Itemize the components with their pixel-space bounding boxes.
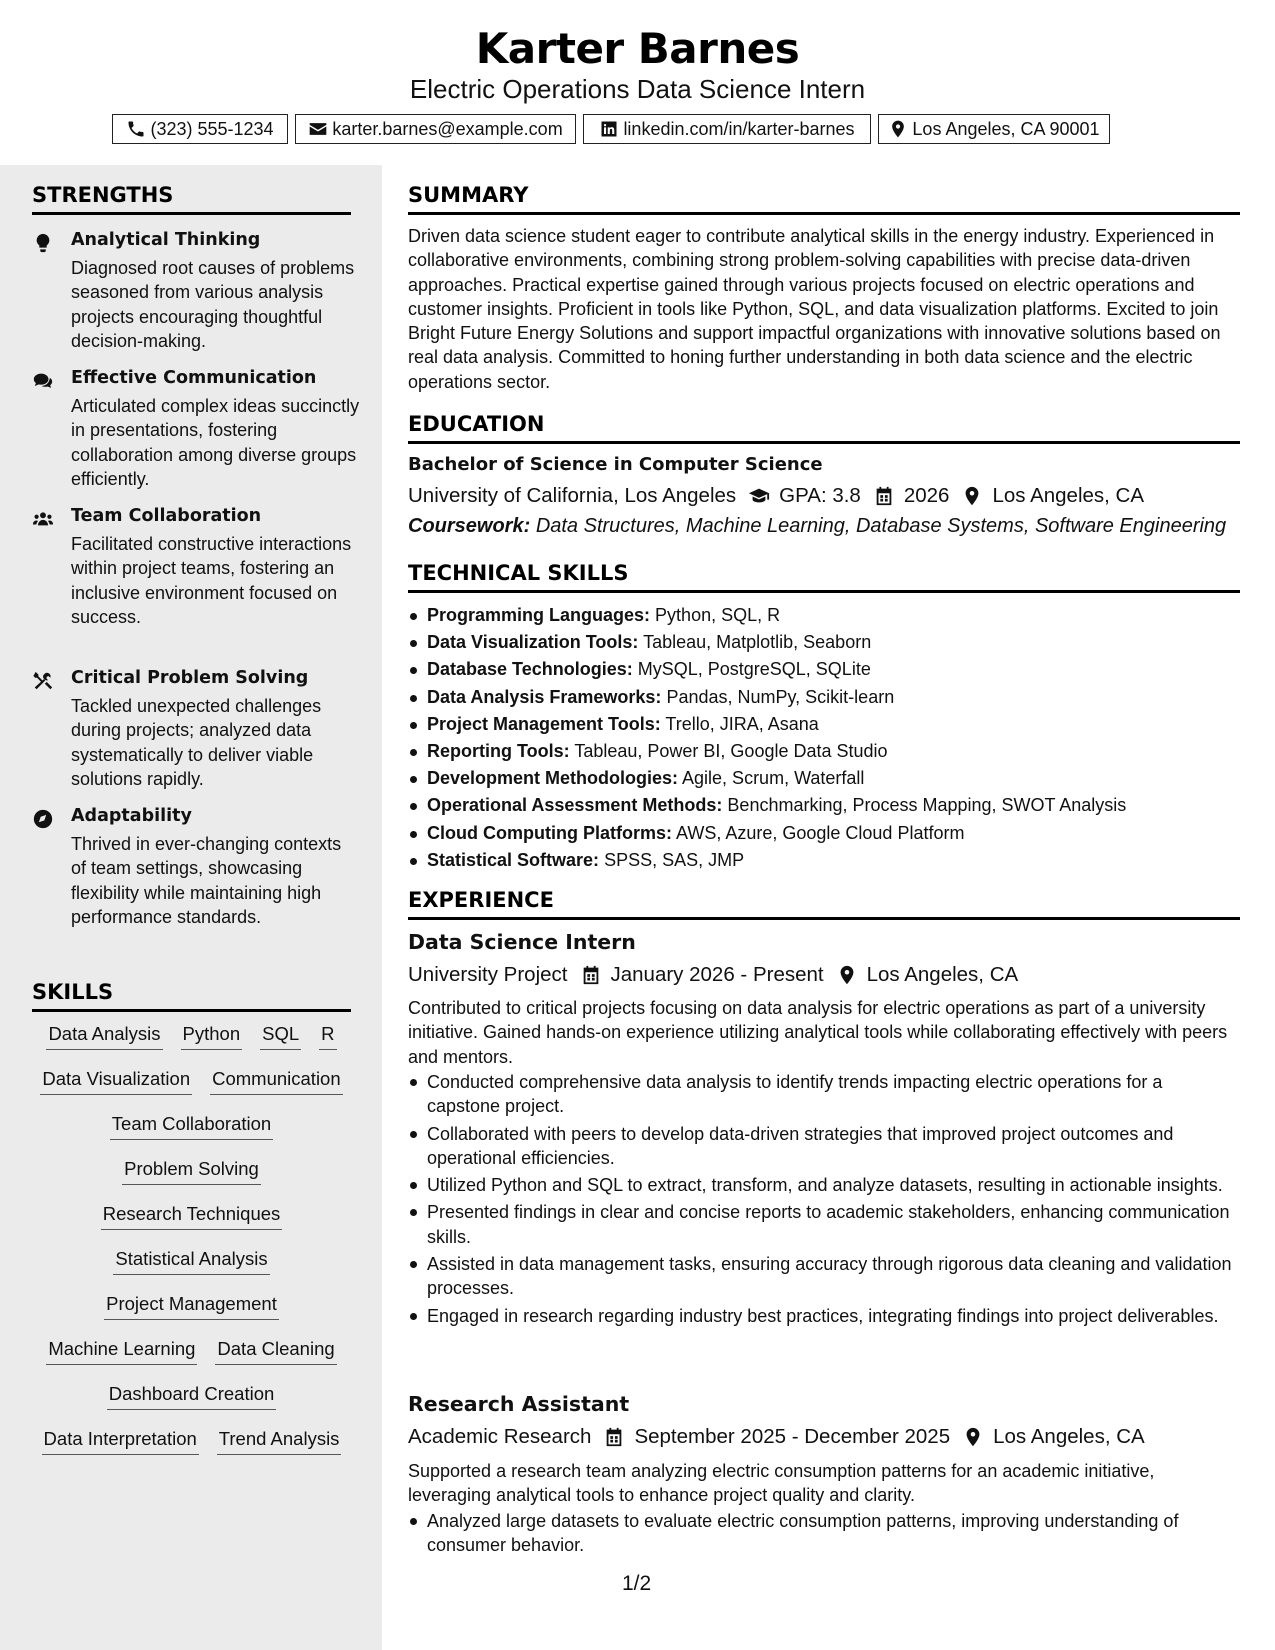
list-item (408, 792, 1240, 819)
resume-header (0, 0, 1275, 165)
map-pin-icon (836, 964, 858, 986)
list-item (408, 711, 1240, 738)
contact-linkedin[interactable] (583, 114, 871, 144)
envelope-icon (308, 119, 328, 139)
education-meta (408, 484, 1144, 508)
summary-text: Driven data science student eager to contribute analytical skills in the energy industry. Experienced in collaborative environments, combining strong problem-solving capabilities with precise data-driven approaches. Practical expertise gained through various projects focused on electric operations and customer insights. Proficient in tools like Python, SQL, and data visualization platforms. Excited to join Bright Future Energy Solutions and support impactful organizations with innovative solutions based on real data analysis. Committed to honing further understanding in both data science and the electric operations sector. (408, 226, 1221, 392)
tools-icon (32, 670, 54, 692)
list-item (408, 656, 1240, 683)
skill-row (32, 1382, 351, 1427)
coursework-label: Coursework: (408, 515, 531, 537)
list-item: Assisted in data management tasks, ensuring accuracy through rigorous data cleaning and validation processes. (408, 1252, 1240, 1301)
list-item (408, 847, 1240, 874)
map-pin-icon (888, 119, 908, 139)
map-pin-icon (962, 1426, 984, 1448)
contact-email[interactable] (295, 114, 576, 144)
candidate-title: Electric Operations Data Science Intern (409, 74, 866, 104)
job-meta (408, 1425, 1145, 1449)
skill-tag: Statistical Analysis (113, 1247, 269, 1275)
contact-phone[interactable] (112, 114, 288, 144)
skill-row (32, 1157, 351, 1202)
list-item: Conducted comprehensive data analysis to identify trends impacting electric operations for a capstone project. (408, 1070, 1240, 1119)
contact-location (878, 114, 1110, 144)
list-item (408, 629, 1240, 656)
page-number: 1/2 (622, 1572, 652, 1595)
tech-skill-label: Statistical Software: (427, 849, 600, 870)
skill-tag: Communication (210, 1067, 343, 1095)
tech-skill-value: Tableau, Matplotlib, Seaborn (643, 632, 872, 653)
list-item: Utilized Python and SQL to extract, transform, and analyze datasets, resulting in actionable insights. (408, 1173, 1240, 1197)
skill-row (32, 1427, 351, 1472)
coursework-line (408, 515, 1226, 538)
job-title: Data Science Intern (408, 930, 636, 954)
strength-desc: Tackled unexpected challenges during projects; analyzed data systematically to deliver viable solutions rapidly. (71, 696, 322, 789)
tech-skill-value: Pandas, NumPy, Scikit-learn (666, 686, 895, 707)
skill-row (32, 1202, 351, 1247)
job-title: Research Assistant (408, 1392, 630, 1416)
job-description: Contributed to critical projects focusing on data analysis for electric operations as part of a university initiative. Gained hands-on experience utilizing analytical tools while collaborating effectively with peers and mentors. (408, 998, 1228, 1067)
contact-bar (112, 114, 1110, 144)
skill-row (32, 1022, 351, 1067)
list-item: Engaged in research regarding industry best practices, integrating findings into project deliverables. (408, 1304, 1240, 1328)
school-name: University of California, Los Angeles (408, 484, 737, 507)
list-item (408, 602, 1240, 629)
skill-tag: Data Analysis (46, 1022, 162, 1050)
calendar-icon (873, 485, 895, 507)
coursework-list: Data Structures, Machine Learning, Database Systems, Software Engineering (535, 515, 1227, 537)
job-dates: September 2025 - December 2025 (634, 1425, 951, 1448)
linkedin-icon (599, 119, 619, 139)
strength-desc: Facilitated constructive interactions within project teams, fostering an inclusive environment focused on success. (71, 534, 352, 627)
candidate-name: Karter Barnes (475, 24, 800, 73)
list-item (408, 684, 1240, 711)
calendar-icon (580, 964, 602, 986)
job-dates: January 2026 - Present (610, 963, 824, 986)
lightbulb-icon (32, 232, 54, 254)
tech-skill-label: Data Visualization Tools: (427, 632, 639, 653)
strength-desc: Diagnosed root causes of problems seasoned from various analysis projects encouraging thoughtful decision-making. (71, 258, 355, 351)
tech-skill-value: MySQL, PostgreSQL, SQLite (637, 659, 871, 680)
list-item: Presented findings in clear and concise reports to academic stakeholders, enhancing communication skills. (408, 1200, 1240, 1249)
tech-skill-label: Reporting Tools: (427, 741, 570, 762)
job-location: Los Angeles, CA (993, 1425, 1145, 1448)
graduation-cap-icon (748, 485, 770, 507)
strength-title: Analytical Thinking (71, 230, 261, 250)
skills-list (32, 1022, 351, 1472)
map-pin-icon (961, 485, 983, 507)
tech-skill-label: Project Management Tools: (427, 713, 661, 734)
skills-heading: SKILLS (32, 980, 351, 1012)
skill-row (32, 1112, 351, 1157)
job-meta (408, 963, 1018, 987)
compass-icon (32, 808, 54, 830)
list-item (408, 820, 1240, 847)
skill-tag: R (319, 1022, 336, 1050)
tech-skill-label: Programming Languages: (427, 605, 651, 625)
skill-tag: Dashboard Creation (107, 1382, 277, 1410)
strength-title: Team Collaboration (71, 506, 262, 526)
technical-skills-list (408, 602, 1240, 874)
skill-tag: Project Management (104, 1292, 279, 1320)
strengths-heading: STRENGTHS (32, 183, 351, 215)
list-item: Analyzed large datasets to evaluate electric consumption patterns, improving understanding of consumer behavior. (408, 1509, 1240, 1558)
list-item (408, 765, 1240, 792)
tech-skill-value: Tableau, Power BI, Google Data Studio (574, 741, 888, 762)
summary-heading: SUMMARY (408, 183, 1240, 215)
strength-desc: Thrived in ever-changing contexts of team settings, showcasing flexibility while maintaining high performance standards. (71, 834, 342, 927)
users-icon (32, 508, 54, 530)
skill-tag: Python (181, 1022, 243, 1050)
tech-skill-value: Benchmarking, Process Mapping, SWOT Analysis (727, 795, 1127, 816)
skill-tag: Team Collaboration (110, 1112, 273, 1140)
tech-skill-label: Database Technologies: (427, 659, 633, 680)
tech-skill-label: Data Analysis Frameworks: (427, 686, 662, 707)
tech-skill-value: Agile, Scrum, Waterfall (682, 768, 865, 789)
education-heading: EDUCATION (408, 412, 1240, 444)
tech-skill-value: Python, SQL, R (655, 605, 781, 625)
technical-skills-heading: TECHNICAL SKILLS (408, 561, 1240, 593)
contact-phone-text: (323) 555-1234 (150, 118, 274, 139)
list-item (408, 738, 1240, 765)
skill-tag: Data Interpretation (42, 1427, 199, 1455)
degree-title: Bachelor of Science in Computer Science (408, 454, 823, 475)
skill-tag: Problem Solving (122, 1157, 261, 1185)
job-bullets (408, 1509, 1240, 1561)
school-location: Los Angeles, CA (992, 484, 1145, 507)
strength-title: Adaptability (71, 806, 192, 826)
skill-row (32, 1337, 351, 1382)
strength-title: Critical Problem Solving (71, 668, 309, 688)
skill-tag: Machine Learning (46, 1337, 197, 1365)
strength-title: Effective Communication (71, 368, 317, 388)
skill-row (32, 1292, 351, 1337)
graduation-year: 2026 (903, 484, 950, 507)
tech-skill-value: AWS, Azure, Google Cloud Platform (676, 822, 965, 843)
job-location: Los Angeles, CA (866, 963, 1019, 986)
skill-tag: SQL (260, 1022, 301, 1050)
contact-location-text: Los Angeles, CA 90001 (912, 118, 1100, 139)
skill-tag: Data Visualization (40, 1067, 192, 1095)
phone-icon (126, 119, 146, 139)
skill-tag: Data Cleaning (215, 1337, 336, 1365)
skill-tag: Research Techniques (101, 1202, 283, 1230)
list-item: Collaborated with peers to develop data-driven strategies that improved project outcomes and operational efficiencies. (408, 1122, 1240, 1171)
contact-linkedin-text: linkedin.com/in/karter-barnes (623, 118, 855, 139)
skill-row (32, 1067, 351, 1112)
job-org: Academic Research (408, 1425, 592, 1448)
tech-skill-label: Development Methodologies: (427, 768, 679, 789)
contact-email-text: karter.barnes@example.com (332, 118, 563, 139)
gpa-text: GPA: 3.8 (779, 484, 861, 507)
tech-skill-label: Cloud Computing Platforms: (427, 822, 672, 843)
tech-skill-value: Trello, JIRA, Asana (665, 713, 819, 734)
job-org: University Project (408, 963, 568, 986)
job-bullets (408, 1070, 1240, 1331)
experience-heading: EXPERIENCE (408, 888, 1240, 920)
tech-skill-value: SPSS, SAS, JMP (604, 849, 745, 870)
job-description: Supported a research team analyzing electric consumption patterns for an academic initiative, leveraging analytical tools to enhance project quality and clarity. (408, 1461, 1155, 1506)
skill-tag: Trend Analysis (217, 1427, 342, 1455)
strength-desc: Articulated complex ideas succinctly in presentations, fostering collaboration among diverse groups efficiently. (71, 396, 360, 489)
skill-row (32, 1247, 351, 1292)
tech-skill-label: Operational Assessment Methods: (427, 795, 723, 816)
comments-icon (32, 370, 54, 392)
calendar-icon (603, 1426, 625, 1448)
